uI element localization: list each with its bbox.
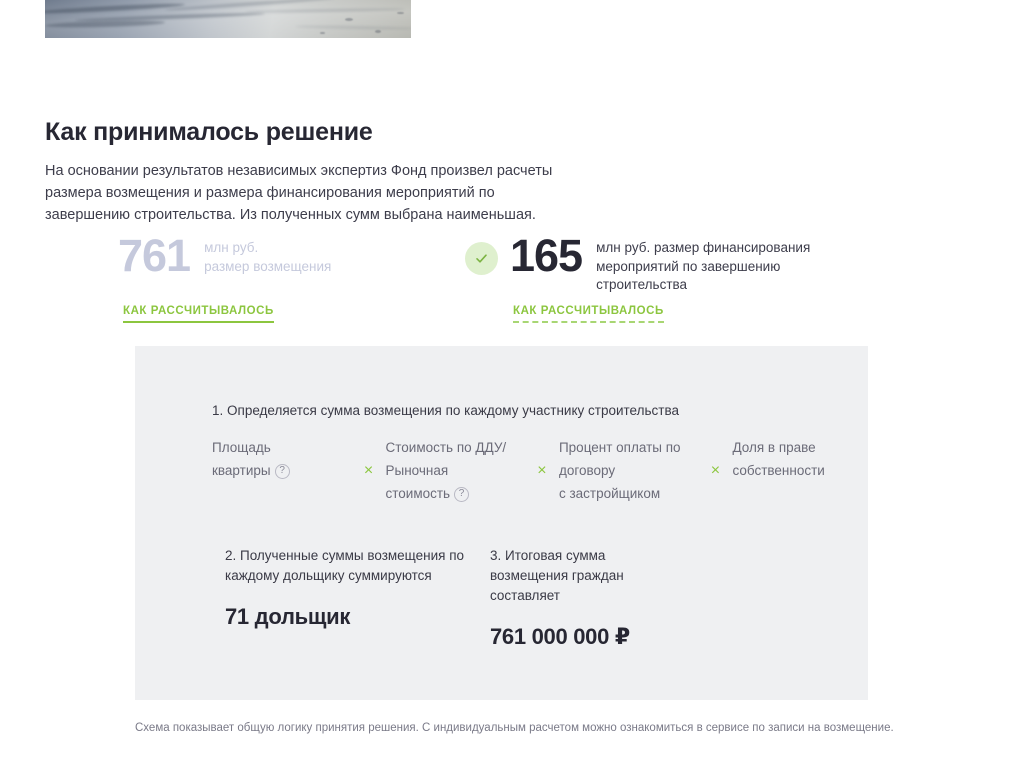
formula-term-area [212, 436, 351, 482]
formula-term-payment-line3: с застройщиком [558, 486, 661, 501]
lead-paragraph: На основании результатов независимых экспертиз Фонд произвел расчеты размера возмещения и размера финансирования мероприятий по завершению строительства. Из полученных сумм выбрана наименьшая. [45, 162, 553, 223]
stat-financing-value: 165 [510, 230, 583, 281]
formula-term-ownership-line2: собственности [732, 463, 825, 478]
footnote: Схема показывает общую логику принятия решения. С индивидуальным расчетом можно ознакомиться в сервисе по записи на возмещение. [135, 722, 894, 734]
formula-term-area-line2-text: квартиры [212, 463, 271, 478]
step-1-title: 1. Определяется сумма возмещения по каждому участнику строительства [212, 403, 679, 418]
stats-row [45, 228, 945, 328]
step-3-title: 3. Итоговая сумма возмещения граждан составляет [490, 548, 624, 603]
stat-compensation-value: 761 [118, 230, 191, 281]
formula-term-ownership-share [732, 436, 852, 482]
multiply-icon: × [537, 462, 547, 479]
photo-speck [320, 32, 325, 34]
step-2-result: 71 дольщик [225, 604, 351, 629]
stat-financing-unit: млн руб. размер финансирования [596, 240, 811, 255]
header-photo [45, 0, 411, 38]
stat-financing [465, 228, 810, 295]
multiply-icon: × [363, 462, 374, 479]
formula-term-area-line2 [212, 459, 351, 482]
formula-term-area-line1: Площадь [212, 440, 271, 455]
formula-term-payment-percent [559, 436, 698, 505]
stat-financing-description-3: строительства [596, 277, 688, 292]
formula-row [212, 436, 852, 505]
formula-term-price-line3-text: стоимость [385, 486, 451, 501]
photo-speck [375, 30, 381, 33]
how-calculated-link-financing[interactable]: КАК РАССЧИТЫВАЛОСЬ [513, 305, 664, 323]
formula-term-price-line2: Рыночная [385, 463, 449, 478]
stat-compensation [118, 228, 331, 280]
how-calculated-link-compensation[interactable]: КАК РАССЧИТЫВАЛОСЬ [123, 305, 274, 323]
help-icon-area[interactable]: ? [275, 464, 290, 479]
step-2-title: 2. Полученные суммы возмещения по каждому дольщику суммируются [225, 548, 465, 583]
stat-compensation-unit: млн руб. [204, 240, 259, 255]
photo-speck [345, 18, 353, 21]
stat-financing-label [596, 239, 810, 295]
formula-term-ownership-line1: Доля в праве [732, 440, 816, 455]
stat-compensation-description: размер возмещения [204, 258, 332, 274]
multiply-icon: × [710, 462, 721, 479]
step-3-result: 761 000 000 ₽ [490, 624, 630, 649]
formula-term-payment-line2: договору [558, 463, 616, 478]
formula-term-price-line3 [385, 482, 524, 505]
photo-speck [397, 12, 404, 14]
page-title: Как принималось решение [45, 117, 373, 146]
formula-term-price [385, 436, 524, 505]
scheme-panel [135, 346, 868, 700]
help-icon-price[interactable]: ? [454, 487, 469, 502]
check-icon [465, 242, 498, 275]
formula-term-price-line1: Стоимость по ДДУ/ [385, 440, 507, 455]
formula-term-payment-line1: Процент оплаты по [558, 440, 681, 455]
stat-financing-description-2: мероприятий по завершению [596, 258, 781, 274]
stat-compensation-label [204, 239, 331, 276]
